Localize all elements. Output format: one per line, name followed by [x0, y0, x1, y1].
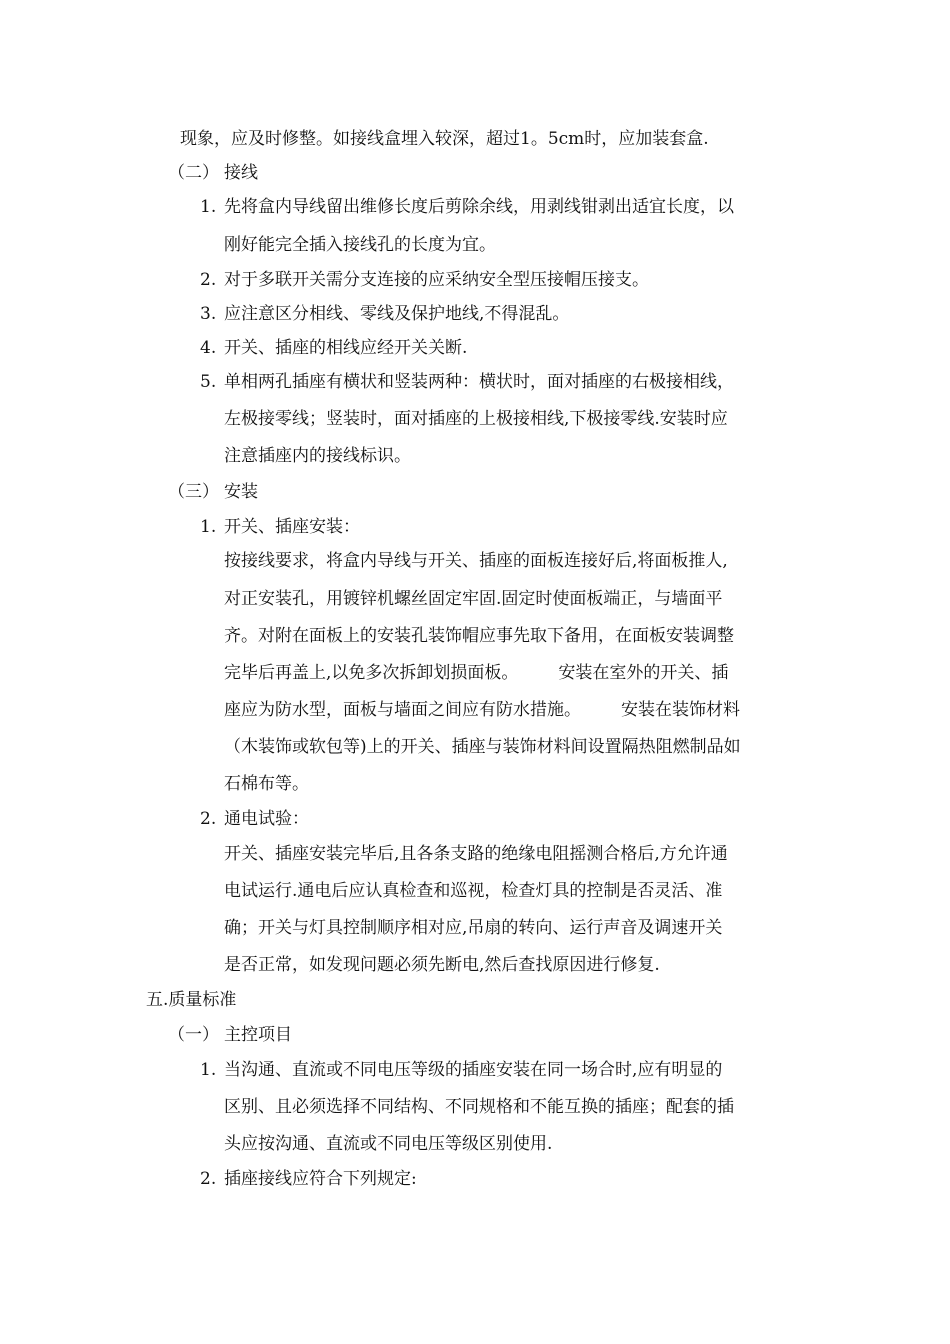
paragraph-line: 确；开关与灯具控制顺序相对应,吊扇的转向、运行声音及调速开关 — [224, 918, 723, 938]
paragraph-line: 插座接线应符合下列规定: — [224, 1169, 417, 1189]
section-2-number: （二） — [168, 163, 219, 183]
paragraph-line: 对于多联开关需分支连接的应采纳安全型压接帽压接支。 — [224, 270, 649, 290]
item-number: 4. — [200, 338, 217, 358]
paragraph-line: 对正安装孔，用镀锌机螺丝固定牢固.固定时使面板端正，与墙面平 — [224, 589, 723, 609]
paragraph-line: 注意插座内的接线标识。 — [224, 446, 411, 466]
paragraph-line: （木装饰或软包等)上的开关、插座与装饰材料间设置隔热阻燃制品如 — [224, 737, 741, 757]
section-3-title: 安装 — [224, 482, 258, 502]
paragraph-line: 开关、插座的相线应经开关关断. — [224, 338, 468, 358]
paragraph-line: 应注意区分相线、零线及保护地线,不得混乱。 — [224, 304, 570, 324]
subsection-title: 主控项目 — [224, 1025, 292, 1045]
section-3-number: （三） — [168, 482, 219, 502]
item-number: 2. — [200, 1169, 217, 1189]
paragraph-line: 齐。对附在面板上的安装孔装饰帽应事先取下备用，在面板安装调整 — [224, 626, 734, 646]
paragraph-line: 石棉布等。 — [224, 774, 309, 794]
paragraph-line: 先将盒内导线留出维修长度后剪除余线，用剥线钳剥出适宜长度，以 — [224, 197, 734, 217]
paragraph-line: 单相两孔插座有横状和竖装两种：横状时，面对插座的右极接相线， — [224, 372, 734, 392]
item-heading: 通电试验： — [224, 809, 309, 829]
paragraph-line: 头应按沟通、直流或不同电压等级区别使用. — [224, 1134, 553, 1154]
paragraph-line: 左极接零线；竖装时，面对插座的上极接相线,下极接零线.安装时应 — [224, 409, 728, 429]
item-number: 1. — [200, 197, 217, 217]
item-number: 2. — [200, 270, 217, 290]
intro-text: 现象，应及时修整。如接线盒埋入较深，超过1。5cm时，应加装套盒. — [180, 129, 709, 149]
paragraph-line: 电试运行.通电后应认真检查和巡视，检查灯具的控制是否灵活、准 — [224, 881, 723, 901]
paragraph-line: 是否正常，如发现问题必须先断电,然后查找原因进行修复. — [224, 955, 660, 975]
item-number: 1. — [200, 517, 217, 537]
paragraph-line: 座应为防水型，面板与墙面之间应有防水措施。 安装在装饰材料 — [224, 700, 740, 720]
item-number: 1. — [200, 1060, 217, 1080]
item-number: 5. — [200, 372, 217, 392]
section-2-title: 接线 — [224, 163, 258, 183]
paragraph-line: 当沟通、直流或不同电压等级的插座安装在同一场合时,应有明显的 — [224, 1060, 723, 1080]
item-heading: 开关、插座安装： — [224, 517, 360, 537]
paragraph-line: 开关、插座安装完毕后,且各条支路的绝缘电阻摇测合格后,方允许通 — [224, 844, 728, 864]
subsection-number: （一） — [168, 1025, 219, 1045]
item-number: 2. — [200, 809, 217, 829]
paragraph-line: 刚好能完全插入接线孔的长度为宜。 — [224, 235, 496, 255]
paragraph-line: 完毕后再盖上,以免多次拆卸划损面板。 安装在室外的开关、插 — [224, 663, 729, 683]
section-5-title: 五.质量标准 — [146, 990, 237, 1010]
paragraph-line: 按接线要求，将盒内导线与开关、插座的面板连接好后,将面板推人, — [224, 551, 728, 571]
paragraph-line: 区别、且必须选择不同结构、不同规格和不能互换的插座；配套的插 — [224, 1097, 734, 1117]
item-number: 3. — [200, 304, 217, 324]
